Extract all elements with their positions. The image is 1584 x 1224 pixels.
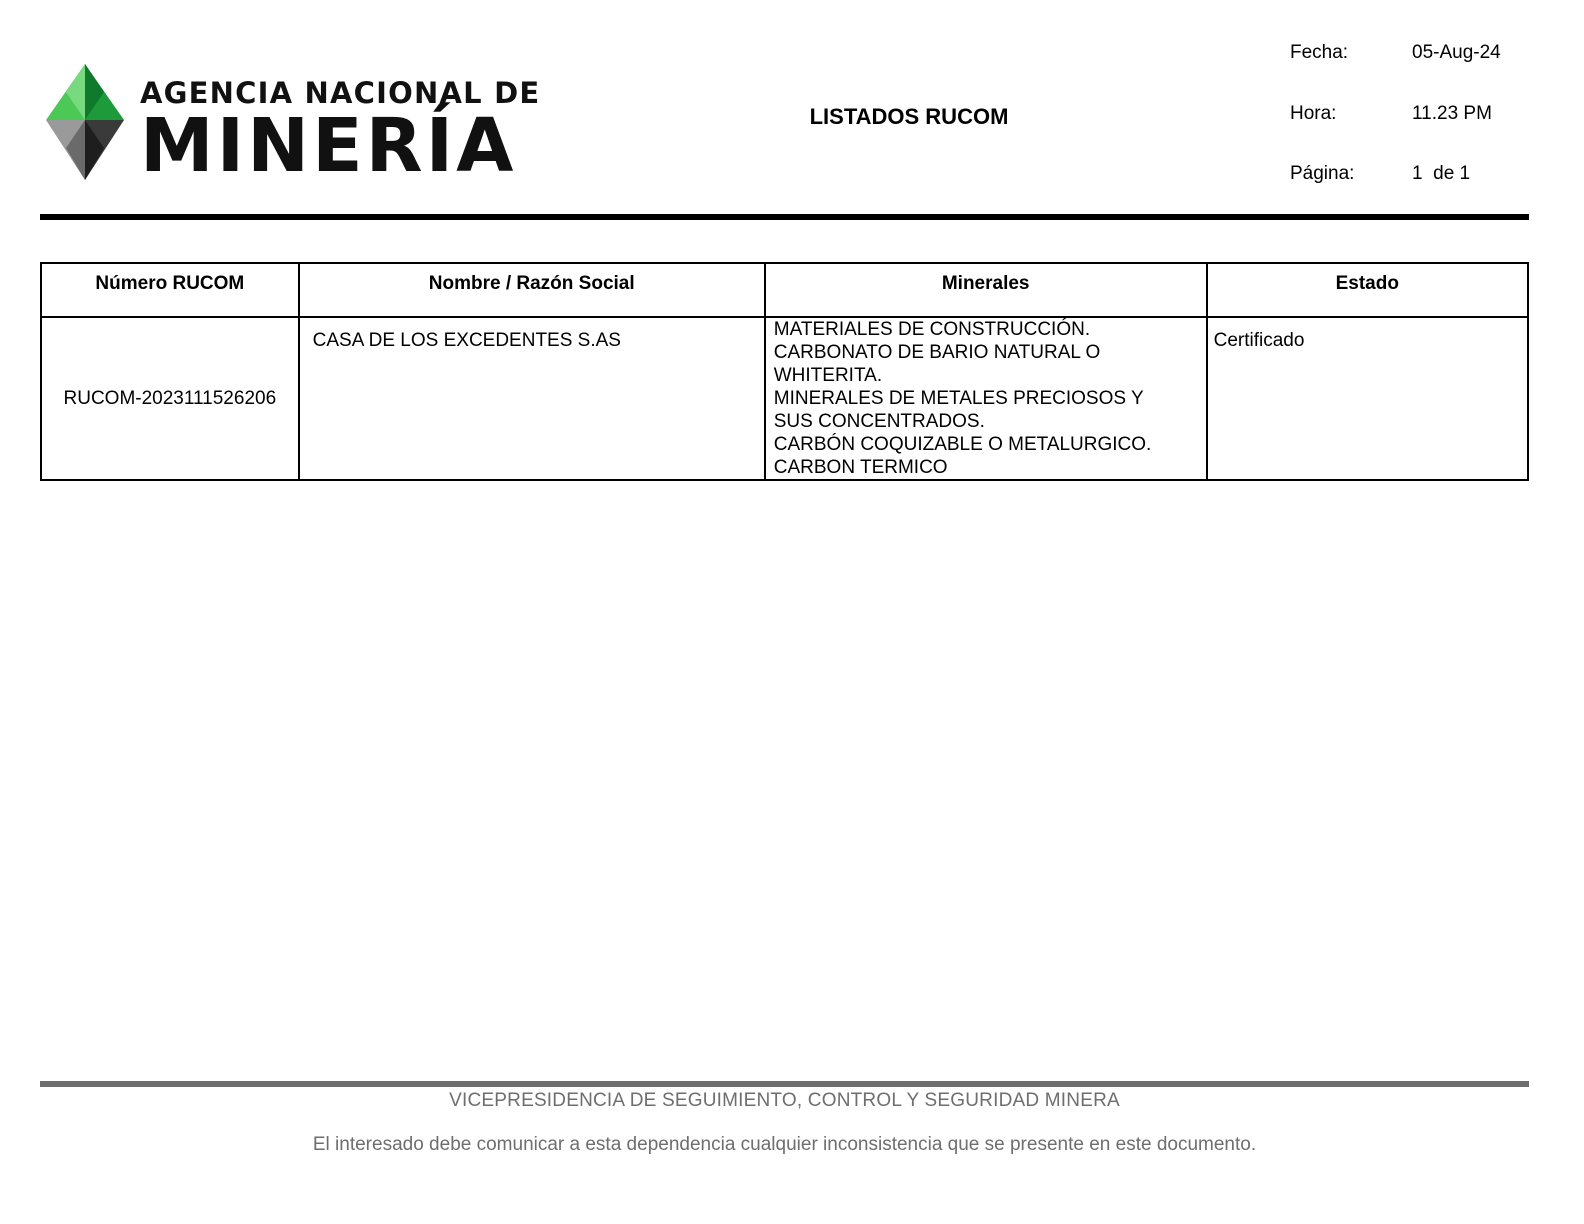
header-divider	[40, 214, 1529, 220]
logo-text-mineria: MINERÍA	[140, 103, 517, 189]
rucom-table	[40, 262, 1529, 481]
footer-divider	[40, 1081, 1529, 1087]
header-numero-rucom: Número RUCOM	[41, 263, 299, 317]
pagina-label: Página:	[1290, 163, 1355, 184]
header-estado: Estado	[1207, 263, 1528, 317]
pagina-value: 1 de 1	[1412, 163, 1471, 184]
hora-label: Hora:	[1290, 103, 1337, 124]
mineral-line: CARBONATO DE BARIO NATURAL O	[773, 342, 1101, 363]
header-minerales: Minerales	[765, 263, 1207, 317]
cell-numero-rucom: RUCOM-2023111526206	[41, 317, 299, 480]
mineral-line: CARBON TERMICO	[773, 457, 948, 478]
mineral-line: WHITERITA.	[773, 365, 883, 386]
cell-nombre: CASA DE LOS EXCEDENTES S.AS	[299, 317, 765, 480]
cell-minerales	[765, 317, 1207, 480]
mineral-line: MINERALES DE METALES PRECIOSOS Y	[773, 388, 1144, 409]
mineral-line: SUS CONCENTRADOS.	[773, 411, 985, 432]
footer-department: VICEPRESIDENCIA DE SEGUIMIENTO, CONTROL Y SEGURIDAD MINERA	[449, 1090, 1120, 1111]
footer-notice: El interesado debe comunicar a esta dependencia cualquier inconsistencia que se presente en este documento.	[312, 1134, 1257, 1155]
hora-value: 11.23 PM	[1412, 103, 1492, 124]
cell-estado: Certificado	[1207, 317, 1528, 480]
mineral-line: CARBÓN COQUIZABLE O METALURGICO.	[773, 434, 1152, 455]
diamond-logo-icon	[42, 58, 128, 182]
report-title: LISTADOS RUCOM	[809, 104, 1009, 129]
fecha-value: 05-Aug-24	[1412, 42, 1501, 63]
logo-text-agency: AGENCIA NACIONAL DE	[140, 76, 541, 110]
agency-logo	[42, 58, 541, 189]
table-row	[41, 317, 1528, 480]
fecha-label: Fecha:	[1290, 42, 1349, 63]
mineral-line: MATERIALES DE CONSTRUCCIÓN.	[773, 319, 1091, 340]
table-header-row	[41, 263, 1528, 317]
header-nombre-razon-social: Nombre / Razón Social	[299, 263, 765, 317]
